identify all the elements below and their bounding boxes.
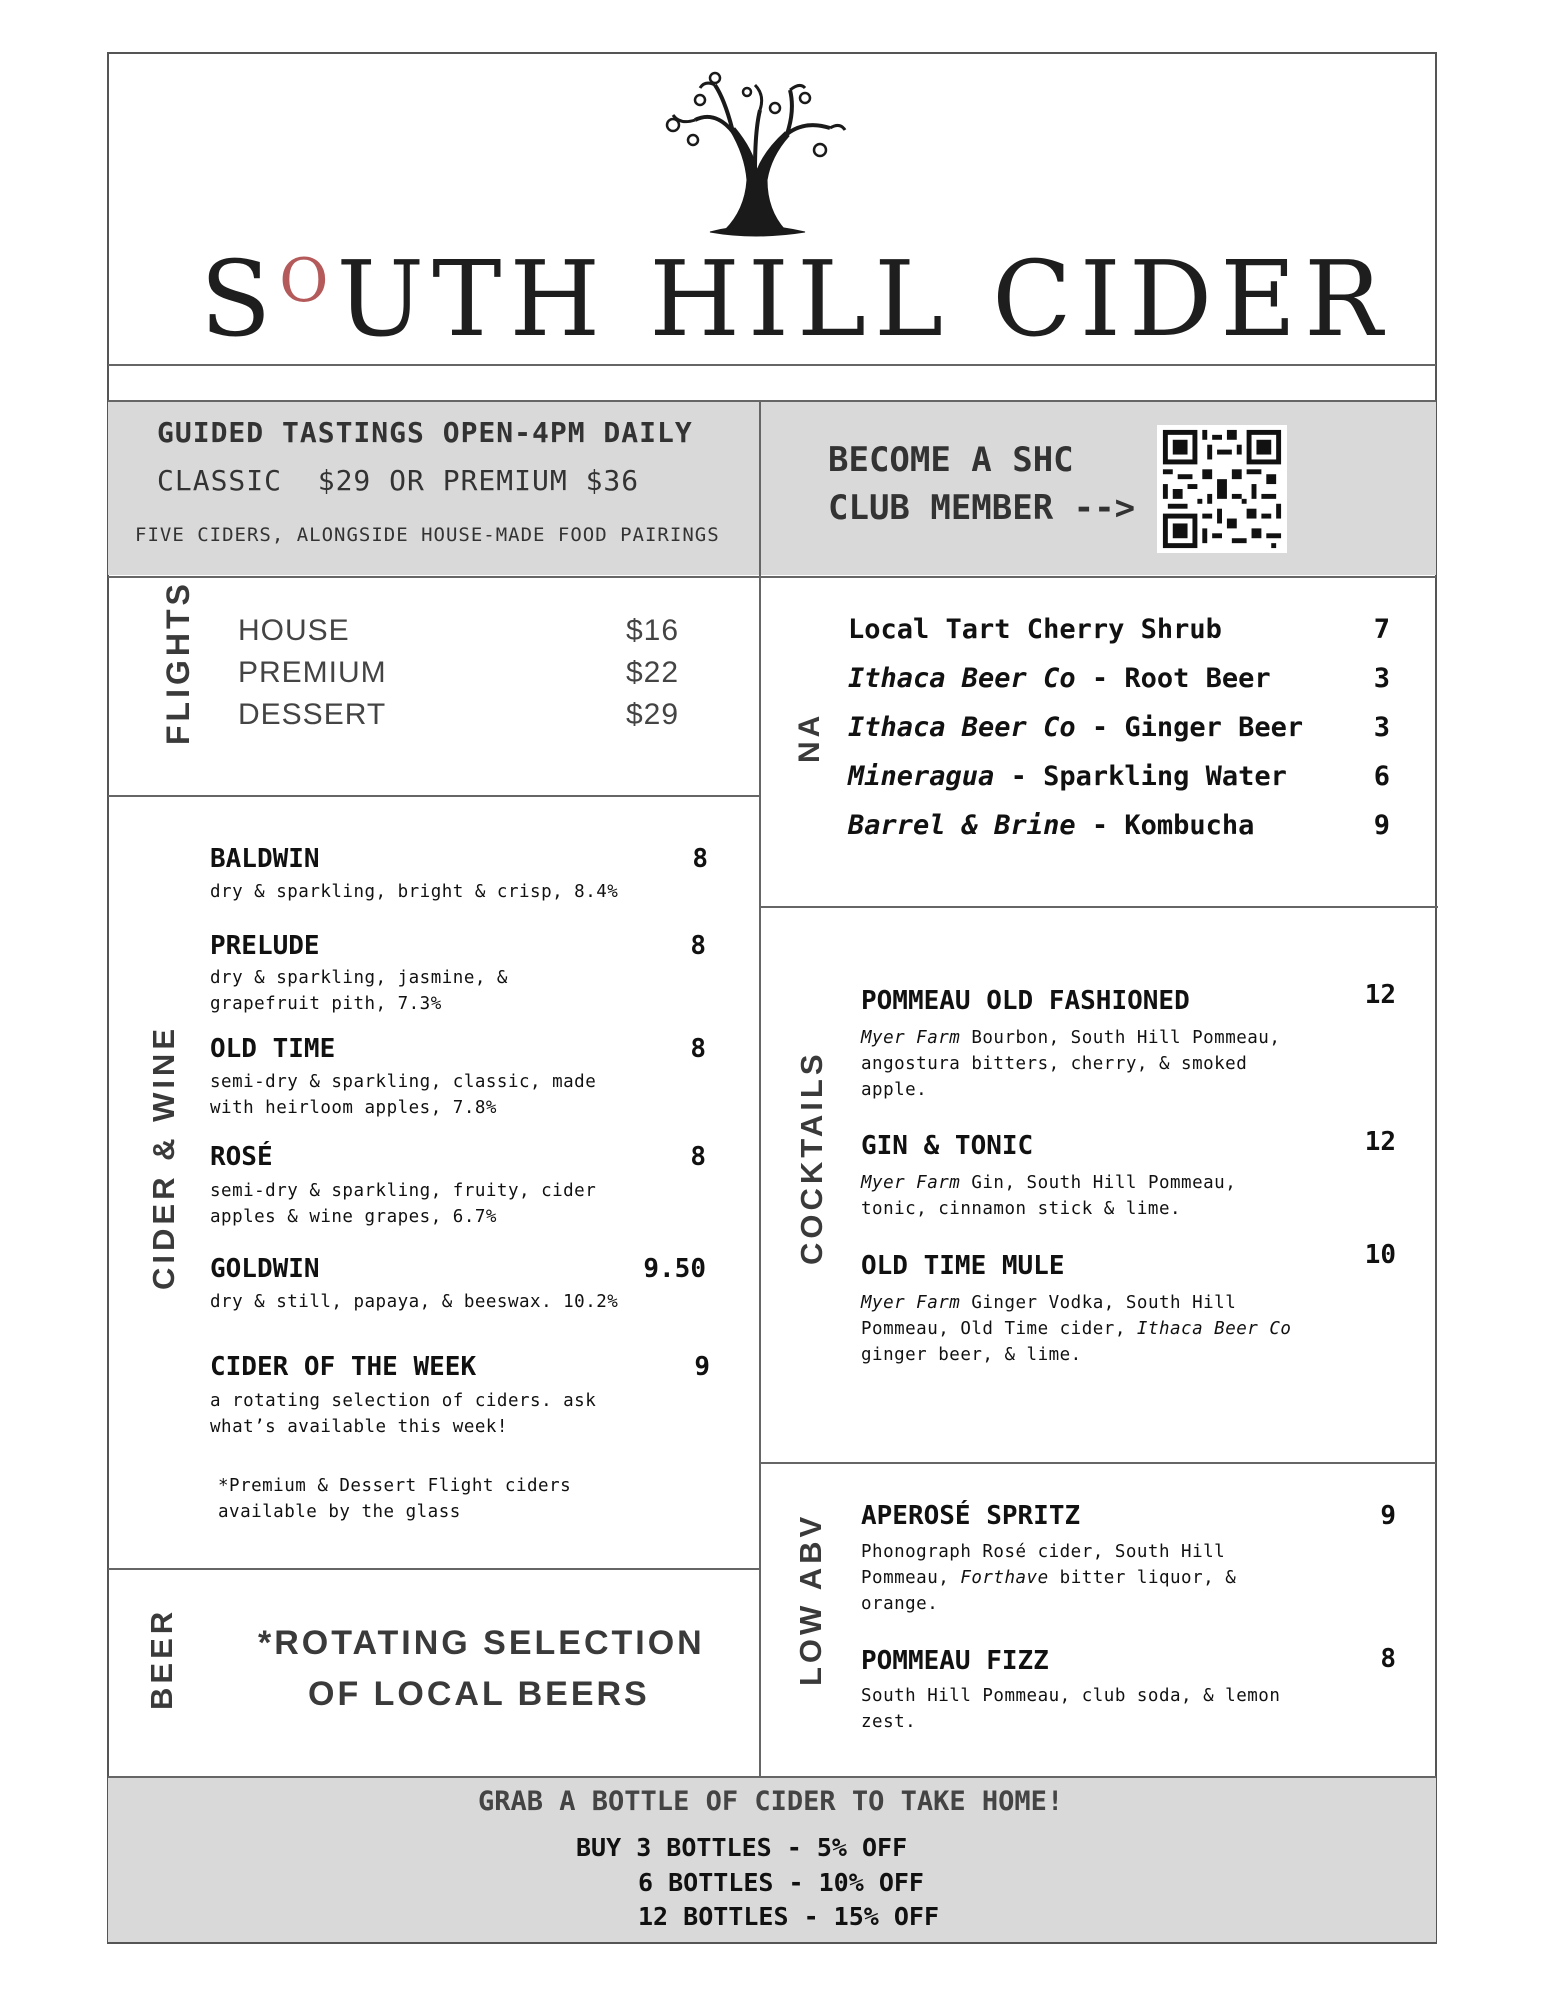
cider-item-desc: dry & sparkling, bright & crisp, 8.4% [210,882,619,902]
na-item [848,663,1398,694]
cider-item-price: 8 [690,1034,706,1064]
na-item-price: 3 [1373,663,1390,694]
na-item-brand: Barrel & Brine [848,810,1076,841]
footer-discount-2: 6 BOTTLES - 10% OFF [638,1868,924,1897]
flight-price-house: $16 [626,614,680,647]
brand-title-o: O [279,246,337,316]
cocktail-desc: Myer Farm Gin, South Hill Pommeau, tonic, cinnamon stick & lime. [861,1173,1237,1219]
divider [108,1776,1436,1778]
cider-item-name: GOLDWIN [210,1254,320,1284]
cider-item-price: 9 [694,1352,710,1382]
brand-title-s: S [200,238,280,360]
cocktail-name: GIN & TONIC [861,1131,1034,1161]
divider [108,1568,760,1570]
na-item-price: 3 [1373,712,1390,743]
na-item [848,712,1398,743]
cocktail-price: 12 [1364,1127,1396,1157]
cocktail-desc: Myer Farm Bourbon, South Hill Pommeau, angostura bitters, cherry, & smoked apple. [861,1028,1281,1100]
beer-line2: OF LOCAL BEERS [308,1675,650,1713]
na-item-price: 9 [1373,810,1390,841]
low-abv-label: LOW ABV [793,1512,828,1686]
na-item-name: Local Tart Cherry Shrub [848,614,1222,645]
tastings-heading: GUIDED TASTINGS OPEN-4PM DAILY [157,416,693,449]
low-abv-price: 8 [1380,1644,1396,1674]
flight-name-house: HOUSE [238,614,350,647]
flight-price-premium: $22 [626,656,680,689]
tastings-prices: CLASSIC $29 OR PREMIUM $36 [157,464,640,497]
cider-item-desc: semi-dry & sparkling, classic, made with heirloom apples, 7.8% [210,1072,597,1118]
beer-line1: *ROTATING SELECTION [258,1624,705,1662]
na-item-name: - Kombucha [1075,810,1255,841]
brand-title-o-accent [279,238,336,360]
na-item-name: - Root Beer [1075,663,1271,694]
apple-tree-logo-icon [655,70,855,240]
divider [108,400,1436,402]
flight-glass-note: *Premium & Dessert Flight ciders available by the glass [218,1476,572,1522]
flight-name-dessert: DESSERT [238,698,387,731]
footer-heading: GRAB A BOTTLE OF CIDER TO TAKE HOME! [478,1786,1064,1817]
na-item-name: - Sparkling Water [994,761,1287,792]
brand-title [200,238,1391,360]
cocktails-label: COCKTAILS [794,1050,829,1265]
cocktail-price: 12 [1364,980,1396,1010]
beer-label: BEER [144,1607,179,1710]
divider [108,576,1436,578]
cider-wine-label: CIDER & WINE [146,1025,181,1290]
cider-item-name: PRELUDE [210,931,320,961]
cocktail-desc: Myer Farm Ginger Vodka, South Hill Pommeau, Old Time cider, Ithaca Beer Co ginger beer, & lime. [861,1293,1292,1365]
divider [108,795,760,797]
club-line1: BECOME A SHC [828,440,1074,480]
footer-discount-1: BUY 3 BOTTLES - 5% OFF [576,1833,908,1862]
cider-item-name: BALDWIN [210,844,320,874]
low-abv-desc: Phonograph Rosé cider, South Hill Pommeau, Forthave bitter liquor, & orange. [861,1542,1237,1614]
cider-item-desc: dry & still, papaya, & beeswax. 10.2% [210,1292,619,1312]
low-abv-name: APEROSÉ SPRITZ [861,1501,1081,1531]
brand-title-rest: UTH HILL CIDER [336,238,1391,360]
cider-item-desc: dry & sparkling, jasmine, & grapefruit pith, 7.3% [210,968,508,1014]
na-item-brand: Ithaca Beer Co [848,663,1076,694]
na-item [848,614,1398,645]
divider [760,1462,1436,1464]
na-item-brand: Ithaca Beer Co [848,712,1076,743]
flight-price-dessert: $29 [626,698,680,731]
qr-code-icon[interactable] [1157,425,1287,553]
low-abv-price: 9 [1380,1501,1396,1531]
column-divider [759,402,761,1776]
cider-item-price: 8 [690,1142,706,1172]
cider-item-price: 8 [690,931,706,961]
low-abv-desc: South Hill Pommeau, club soda, & lemon zest. [861,1686,1281,1732]
cider-item-price: 8 [692,844,708,874]
divider [108,364,1436,366]
low-abv-name: POMMEAU FIZZ [861,1646,1049,1676]
cider-item-name: OLD TIME [210,1034,336,1064]
cider-item-desc: a rotating selection of ciders. ask what’s available this week! [210,1391,597,1437]
cocktail-price: 10 [1364,1240,1396,1270]
divider [760,906,1438,908]
na-item [848,810,1398,841]
cider-item-desc: semi-dry & sparkling, fruity, cider apples & wine grapes, 6.7% [210,1181,597,1227]
na-item-price: 7 [1373,614,1390,645]
na-item-price: 6 [1373,761,1390,792]
na-item [848,761,1398,792]
cocktail-name: POMMEAU OLD FASHIONED [861,986,1190,1016]
na-label: NA [793,711,826,763]
cider-item-price: 9.50 [643,1254,706,1284]
club-line2: CLUB MEMBER --> [828,488,1136,528]
na-item-name: - Ginger Beer [1075,712,1304,743]
cocktail-name: OLD TIME MULE [861,1251,1065,1281]
tastings-subtext: FIVE CIDERS, ALONGSIDE HOUSE-MADE FOOD PAIRINGS [135,524,720,546]
cider-item-name: ROSÉ [210,1142,273,1172]
flight-name-premium: PREMIUM [238,656,387,689]
footer-discount-3: 12 BOTTLES - 15% OFF [638,1902,940,1931]
na-item-brand: Mineragua [848,761,995,792]
cider-item-name: CIDER OF THE WEEK [210,1352,477,1382]
flights-label: FLIGHTS [160,580,196,745]
